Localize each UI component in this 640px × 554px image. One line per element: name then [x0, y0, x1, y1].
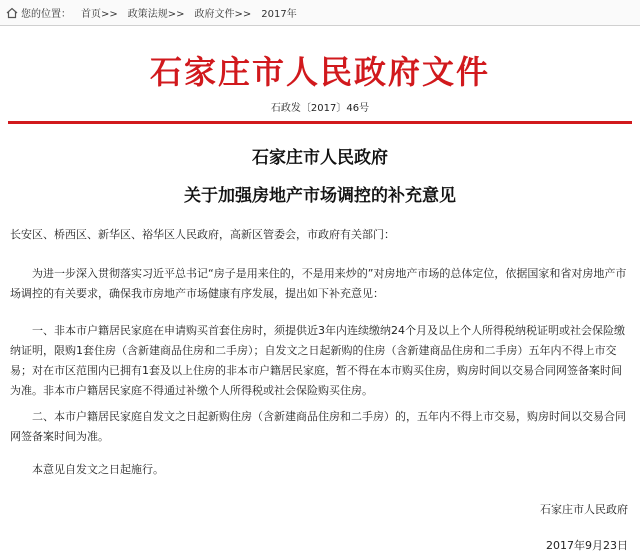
signature-date: 2017年9月23日 [546, 539, 628, 552]
document-number: 石政发〔2017〕46号 [270, 103, 370, 114]
issuer-heading: 石家庄市人民政府 [252, 148, 388, 168]
paragraph-clause-1: 一、非本市户籍居民家庭在申请购买首套住房时，须提供近3年内连续缴纳24个月及以上个人所得税纳税证明或社会保险缴纳证明，限购1套住房（含新建商品住房和二手房）；自发文之日起新购的住房（含新建商品住房和二手房）五年内不得上市交易；对在市区范围内已拥有1套及以上住房的非本市户籍居民家庭，暂不得在本市购买住房，购房时间以交易合同网签备案时间为准。非本市户籍居民家庭不得通过补缴个人所得税或社会保险购买住房。 [10, 324, 625, 397]
red-divider [8, 121, 632, 124]
home-icon [6, 7, 18, 19]
signature-issuer: 石家庄市人民政府 [540, 503, 628, 516]
paragraph-clause-2: 二、本市户籍居民家庭自发文之日起新购住房（含新建商品住房和二手房）的，五年内不得上市交易，购房时间以交易合同网签备案时间为准。 [10, 410, 626, 443]
breadcrumb-gov-docs-link[interactable]: 政府文件>> [194, 9, 252, 20]
breadcrumb-home-link[interactable]: 首页>> [81, 9, 118, 20]
addressee-line: 长安区、桥西区、新华区、裕华区人民政府，高新区管委会，市政府有关部门： [10, 228, 395, 241]
breadcrumb-year-link[interactable]: 2017年 [261, 9, 297, 20]
breadcrumb [0, 0, 640, 26]
paragraph-effective: 本意见自发文之日起施行。 [32, 463, 164, 476]
breadcrumb-label: 您的位置： [21, 9, 71, 20]
paragraph-intro: 为进一步深入贯彻落实习近平总书记“房子是用来住的，不是用来炒的”对房地产市场的总体定位，依据国家和省对房地产市场调控的有关要求，确保我市房地产市场健康有序发展，提出如下补充意见： [10, 267, 627, 300]
document-title: 石家庄市人民政府文件 [149, 53, 490, 91]
breadcrumb-policy-link[interactable]: 政策法规>> [127, 9, 185, 20]
subject-heading: 关于加强房地产市场调控的补充意见 [184, 186, 456, 206]
